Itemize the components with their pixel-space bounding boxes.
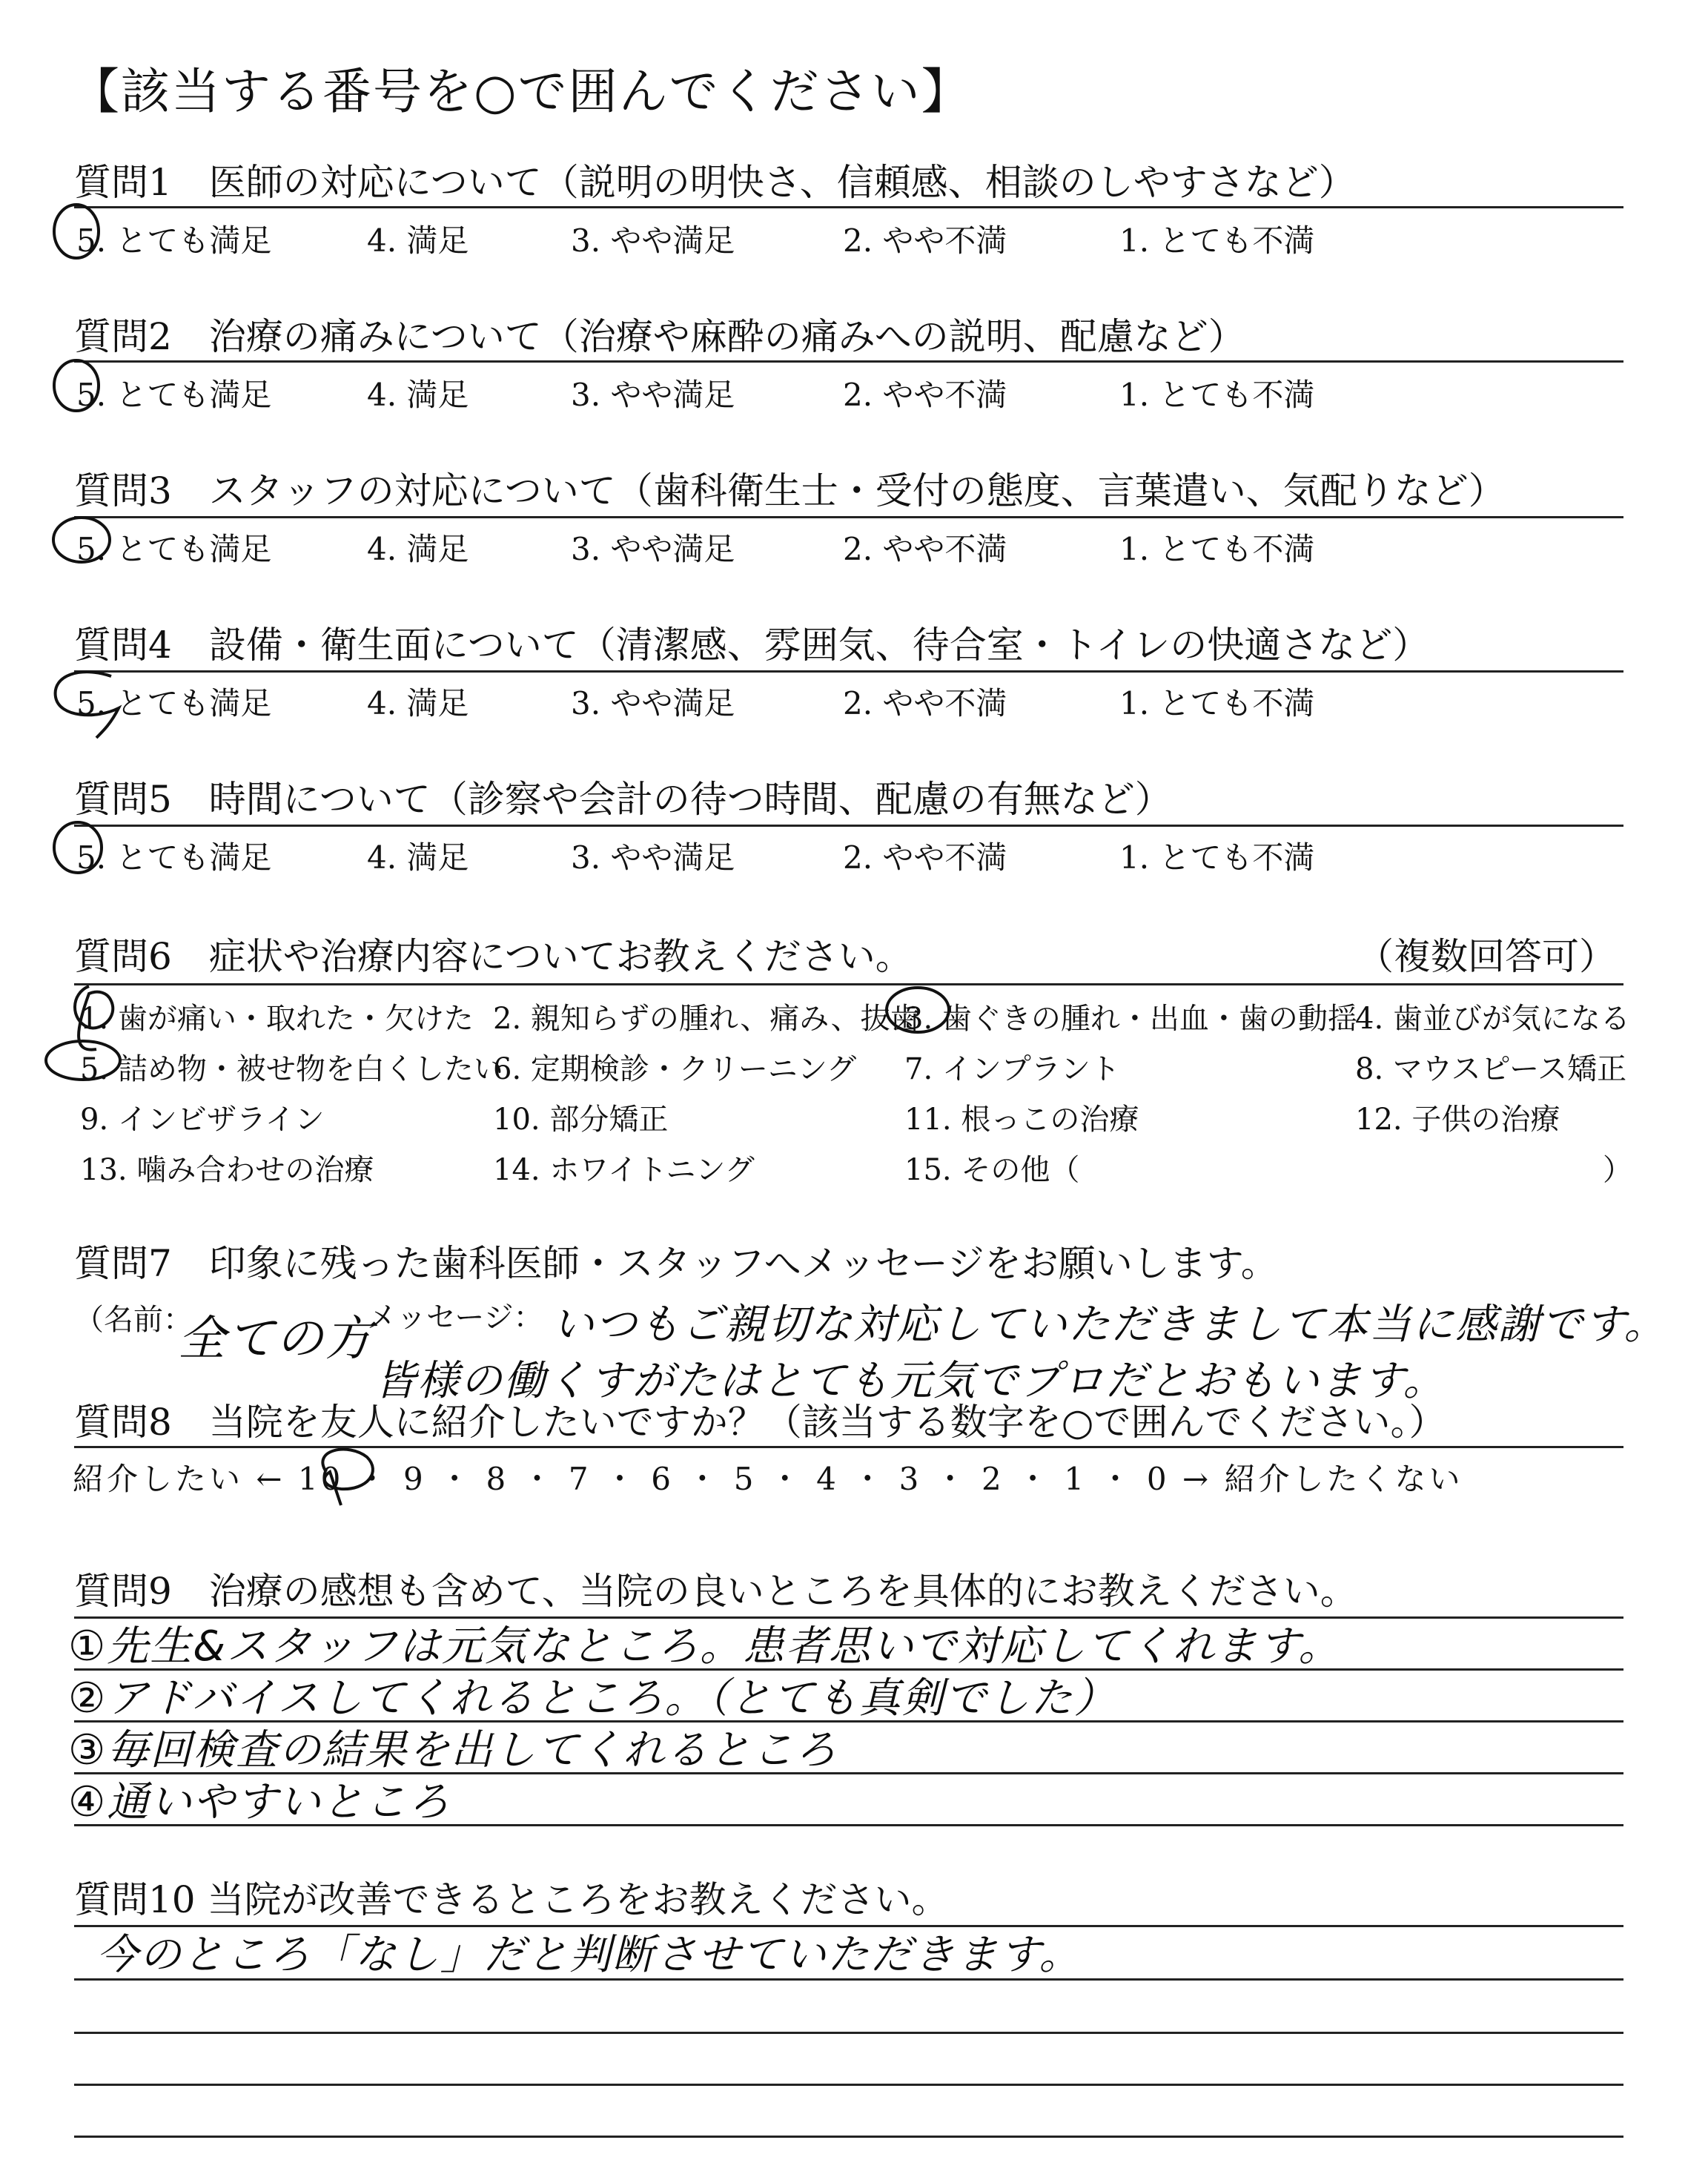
question-9: 質問9 治療の感想も含めて、当院の良いところを具体的にお教えください。: [74, 1570, 1357, 1613]
q10-answer[interactable]: 今のところ「なし」だと判断させていただきます。: [96, 1931, 1082, 1979]
q6-option-2[interactable]: 2. 親知らずの腫れ、痛み、抜歯: [493, 1002, 920, 1036]
q3-option-4[interactable]: 4. 満足: [367, 531, 469, 567]
q4-option-1[interactable]: 1. とても不満: [1119, 685, 1315, 721]
form-title: 【該当する番号を○で囲んでください】: [70, 63, 972, 120]
q5-option-5[interactable]: 5. とても満足: [76, 839, 272, 876]
answer-line: [74, 2084, 1623, 2086]
q9-answer-4[interactable]: ④通いやすいところ: [68, 1778, 451, 1826]
q6-option-8[interactable]: 8. マウスピース矯正: [1355, 1052, 1627, 1086]
q2-option-1[interactable]: 1. とても不満: [1119, 377, 1315, 413]
q6-option-15[interactable]: 15. その他（: [904, 1153, 1080, 1187]
q4-option-5[interactable]: 5. とても満足: [76, 685, 272, 721]
name-value-handwritten[interactable]: 全ての方: [178, 1312, 374, 1367]
q1-option-5[interactable]: 5. とても満足: [76, 222, 272, 259]
divider: [74, 516, 1623, 518]
message-label: メッセージ：: [367, 1301, 543, 1335]
q6-option-13[interactable]: 13. 噛み合わせの治療: [80, 1153, 374, 1187]
name-label: （名前：: [74, 1303, 193, 1337]
question-7: 質問7 印象に残った歯科医師・スタッフへメッセージをお願いします。: [74, 1242, 1278, 1285]
q6-option-9[interactable]: 9. インビザライン: [80, 1103, 325, 1137]
referral-scale[interactable]: 紹介したい ← 10 ・ 9 ・ 8 ・ 7 ・ 6 ・ 5 ・ 4 ・ 3 ・ 2 ・ 1 ・ 0 → 紹介したくない: [73, 1461, 1463, 1497]
q1-option-1[interactable]: 1. とても不満: [1119, 222, 1315, 259]
q4-option-3[interactable]: 3. やや満足: [571, 685, 735, 721]
q6-option-10[interactable]: 10. 部分矯正: [493, 1103, 669, 1137]
q6-option-1[interactable]: 1. 歯が痛い・取れた・欠けた: [80, 1002, 474, 1036]
question-8: 質問8 当院を友人に紹介したいですか？（該当する数字を○で囲んでください。）: [74, 1401, 1446, 1444]
q3-option-5[interactable]: 5. とても満足: [76, 531, 272, 567]
q4-option-2[interactable]: 2. やや不満: [843, 685, 1007, 721]
q5-option-4[interactable]: 4. 満足: [367, 839, 469, 876]
q6-option-4[interactable]: 4. 歯並びが気になる: [1355, 1002, 1630, 1036]
q5-option-1[interactable]: 1. とても不満: [1119, 839, 1315, 876]
q9-answer-2[interactable]: ②アドバイスしてくれるところ。（とても真剣でした）: [68, 1674, 1117, 1723]
q1-option-3[interactable]: 3. やや満足: [571, 222, 735, 259]
q3-option-3[interactable]: 3. やや満足: [571, 531, 735, 567]
question-3: 質問3 スタッフの対応について（歯科衛生士・受付の態度、言葉遣い、気配りなど）: [74, 469, 1506, 512]
divider: [74, 670, 1623, 673]
divider: [74, 825, 1623, 827]
q6-other-close-paren: ）: [1603, 1153, 1632, 1187]
question-10: 質問10 当院が改善できるところをお教えください。: [74, 1878, 949, 1921]
question-6: 質問6 症状や治療内容についてお教えください。: [74, 935, 913, 978]
question-5: 質問5 時間について（診察や会計の待つ時間、配慮の有無など）: [74, 778, 1172, 821]
q6-option-14[interactable]: 14. ホワイトニング: [493, 1153, 755, 1187]
answer-line: [74, 2032, 1623, 2034]
question-1: 質問1 医師の対応について（説明の明快さ、信頼感、相談のしやすさなど）: [74, 161, 1356, 204]
divider: [74, 983, 1623, 985]
message-line-1[interactable]: いつもご親切な対応していただきまして本当に感謝です。: [552, 1301, 1667, 1349]
q9-answer-1[interactable]: ①先生&スタッフは元気なところ。患者思いで対応してくれます。: [68, 1622, 1342, 1671]
q9-answer-3[interactable]: ③毎回検査の結果を出してくれるところ: [68, 1726, 838, 1774]
message-line-2[interactable]: 皆様の働くすがたはとても元気でプロだとおもいます。: [374, 1357, 1446, 1405]
q6-option-11[interactable]: 11. 根っこの治療: [904, 1103, 1139, 1137]
question-4: 質問4 設備・衛生面について（清潔感、雰囲気、待合室・トイレの快適さなど）: [74, 624, 1430, 667]
q3-option-2[interactable]: 2. やや不満: [843, 531, 1007, 567]
q2-option-4[interactable]: 4. 満足: [367, 377, 469, 413]
q2-option-3[interactable]: 3. やや満足: [571, 377, 735, 413]
multiple-answers-note: （複数回答可）: [1357, 935, 1616, 978]
q6-option-6[interactable]: 6. 定期検診・クリーニング: [493, 1052, 857, 1086]
q5-option-2[interactable]: 2. やや不満: [843, 839, 1007, 876]
q4-option-4[interactable]: 4. 満足: [367, 685, 469, 721]
question-2: 質問2 治療の痛みについて（治療や麻酔の痛みへの説明、配慮など）: [74, 315, 1245, 358]
q5-option-3[interactable]: 3. やや満足: [571, 839, 735, 876]
q2-option-2[interactable]: 2. やや不満: [843, 377, 1007, 413]
q1-option-2[interactable]: 2. やや不満: [843, 222, 1007, 259]
q6-option-3[interactable]: 3. 歯ぐきの腫れ・出血・歯の動揺: [904, 1002, 1357, 1036]
q1-option-4[interactable]: 4. 満足: [367, 222, 469, 259]
divider: [74, 360, 1623, 363]
q3-option-1[interactable]: 1. とても不満: [1119, 531, 1315, 567]
q6-option-5[interactable]: 5. 詰め物・被せ物を白くしたい: [80, 1052, 503, 1086]
q2-option-5[interactable]: 5. とても満足: [76, 377, 272, 413]
answer-line: [74, 2136, 1623, 2138]
q6-option-12[interactable]: 12. 子供の治療: [1355, 1103, 1560, 1137]
divider: [74, 1446, 1623, 1448]
q6-option-7[interactable]: 7. インプラント: [904, 1052, 1120, 1086]
divider: [74, 206, 1623, 208]
